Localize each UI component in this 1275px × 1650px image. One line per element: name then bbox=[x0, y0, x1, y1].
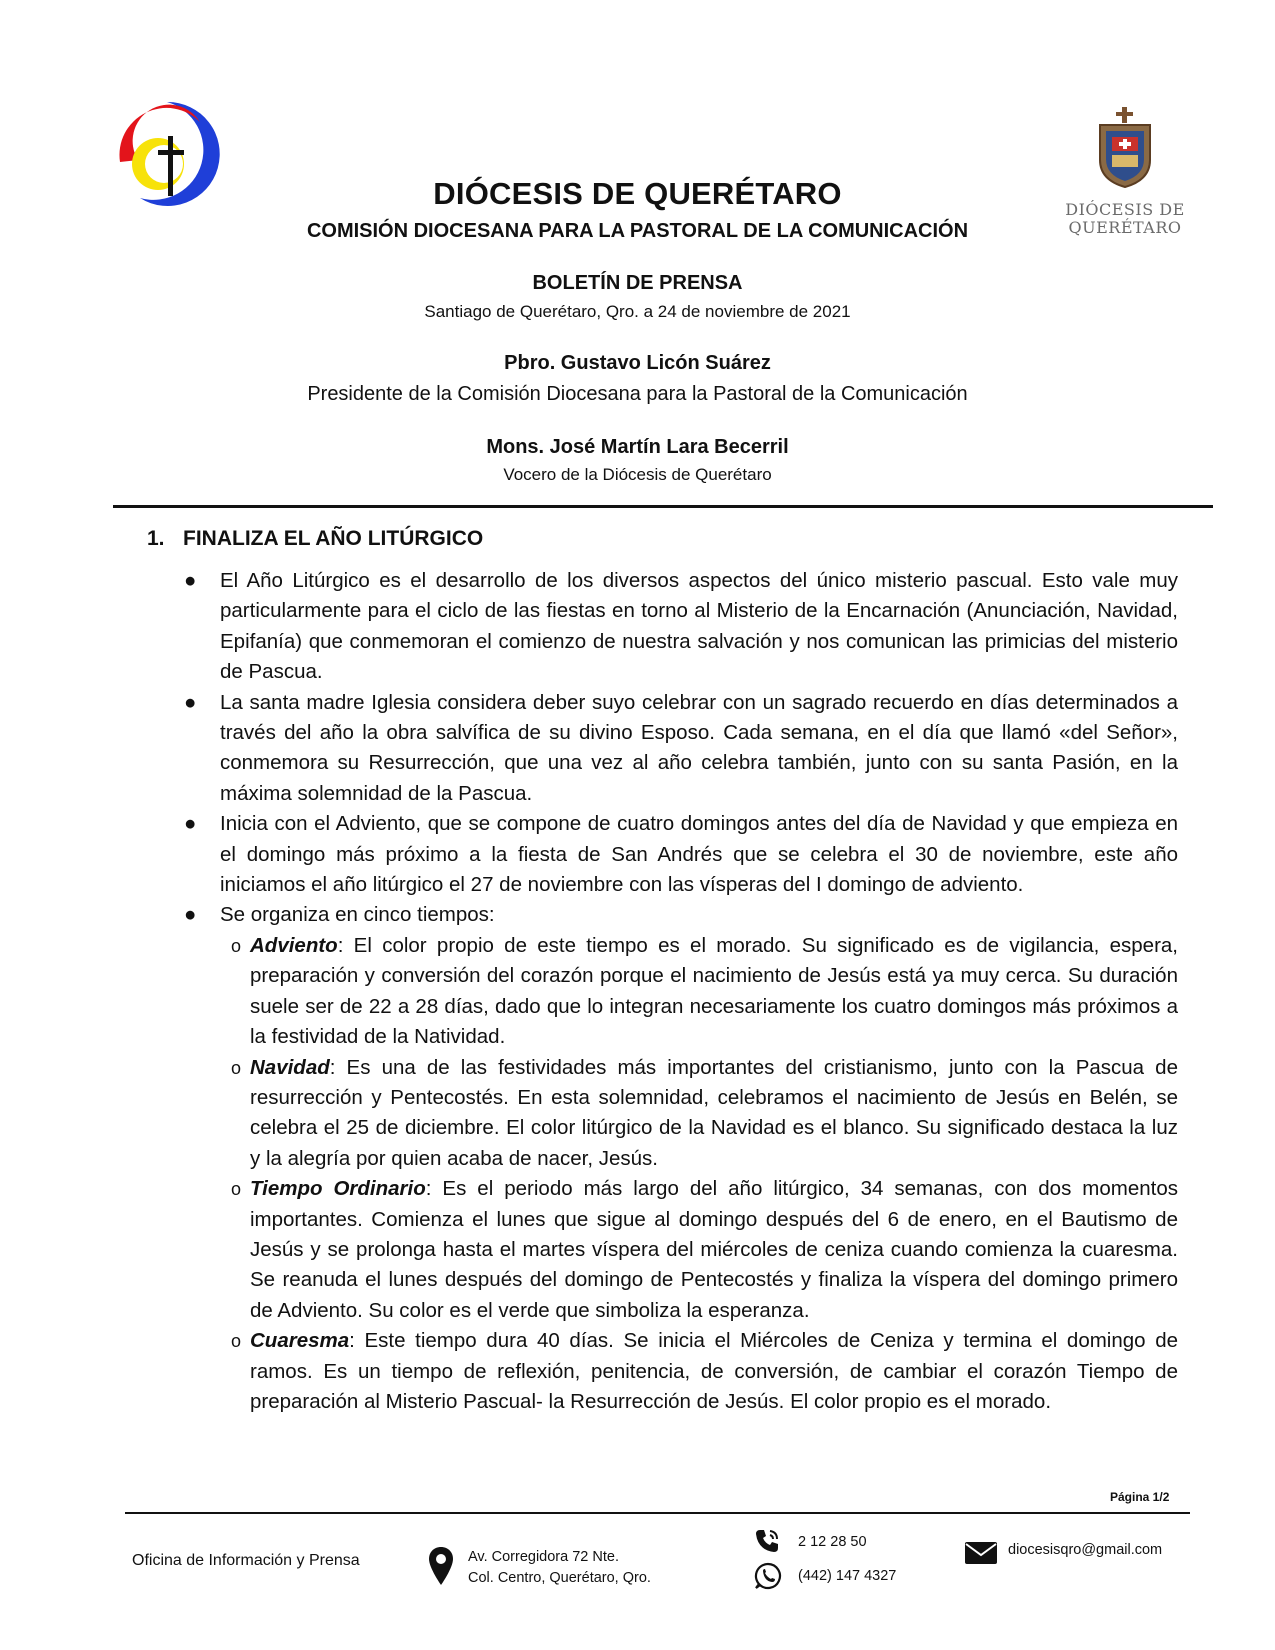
bullet-item bbox=[178, 900, 1178, 930]
address-line2: Col. Centro, Querétaro, Qro. bbox=[468, 1570, 651, 1586]
footer-address bbox=[468, 1547, 651, 1589]
bullet-text: Inicia con el Adviento, que se compone de cuatro domingos antes del día de Navidad y que empieza en el domingo más próximo a la fiesta de San Andrés que se celebra el 30 de noviembre, este año iniciamos el año litúrgico el 27 de noviembre con las vísperas del I domingo de adviento. bbox=[220, 812, 1178, 897]
bullet-dot-icon: ● bbox=[184, 690, 197, 714]
location-pin-icon bbox=[428, 1546, 454, 1586]
circle-bullet-icon: o bbox=[231, 1179, 242, 1200]
bullet-item bbox=[178, 809, 1178, 900]
season-item bbox=[178, 1326, 1178, 1417]
page-number: Página 1/2 bbox=[1110, 1490, 1170, 1504]
person2-name: Mons. José Martín Lara Becerril bbox=[486, 436, 789, 458]
season-item bbox=[178, 1053, 1178, 1175]
season-name: Navidad bbox=[250, 1055, 330, 1079]
circle-bullet-icon: o bbox=[231, 1057, 242, 1078]
header-divider bbox=[113, 505, 1213, 508]
footer-whatsapp: (442) 147 4327 bbox=[798, 1568, 897, 1584]
season-name: Adviento bbox=[250, 933, 338, 957]
bullet-text: El Año Litúrgico es el desarrollo de los diversos aspectos del único misterio pascual. Esto vale muy particularmente para el ciclo de las fiestas en torno al Misterio de la Encarnación (Anunciación, Navidad, Epifanía) que conmemoran el comienzo de nuestra salvación y nos comunican las primicias del misterio de Pascua. bbox=[220, 569, 1178, 684]
person2-role: Vocero de la Diócesis de Querétaro bbox=[503, 465, 772, 484]
season-name: Cuaresma bbox=[250, 1329, 350, 1353]
season-text: : Es el periodo más largo del año litúrgico, 34 semanas, con dos momentos importantes. Comienza el lunes que sigue al domingo después del 6 de enero, en el Bautismo de Jesús y se prolonga hasta el martes víspera del miércoles de ceniza cuando comienza la cuaresma. Se reanuda el lunes después del domingo de Pentecostés y finaliza la víspera del domingo primero de Adviento. Su color es el verde que simboliza la esperanza. bbox=[250, 1177, 1178, 1322]
footer-phone: 2 12 28 50 bbox=[798, 1534, 867, 1550]
season-item bbox=[178, 1174, 1178, 1326]
phone-icon bbox=[754, 1528, 780, 1554]
season-text: : Es una de las festividades más importantes del cristianismo, junto con la Pascua de resurrección y Pentecostés. En esta solemnidad, celebramos el nacimiento de Jesús en Belén, se celebra el 25 de diciembre. El color litúrgico de la Navidad es el blanco. Su significado destaca la luz y la alegría por quien acaba de nacer, Jesús. bbox=[250, 1055, 1178, 1170]
season-text: : El color propio de este tiempo es el morado. Su significado es de vigilancia, espera, preparación y conversión del corazón porque el nacimiento de Jesús está ya muy cerca. Su duración suele ser de 22 a 28 días, dado que lo integran necesariamente los cuatro domingos más próximos a la festividad de la Natividad. bbox=[250, 933, 1178, 1049]
circle-bullet-icon: o bbox=[231, 1331, 242, 1352]
page-title: DIÓCESIS DE QUERÉTARO bbox=[433, 176, 842, 211]
bullet-item bbox=[178, 688, 1178, 810]
season-name: Tiempo Ordinario bbox=[250, 1177, 426, 1201]
seal-text-line1: DIÓCESIS DE bbox=[1065, 200, 1185, 219]
footer-divider bbox=[125, 1512, 1190, 1514]
bullet-dot-icon: ● bbox=[184, 903, 197, 927]
bullet-text: La santa madre Iglesia considera deber suyo celebrar con un sagrado recuerdo en días determinados a través del año la obra salvífica de su divino Esposo. Cada semana, en el día que llamó «del Señor», conmemora su Resurrección, que una vez al año celebra también, junto con su santa Pasión, en la máxima solemnidad de la Pascua. bbox=[220, 690, 1178, 805]
season-item bbox=[178, 931, 1178, 1053]
season-text: : Este tiempo dura 40 días. Se inicia el Miércoles de Ceniza y termina el domingo de ramos. Es un tiempo de reflexión, penitencia, de conversión, de cambiar el corazón Tiempo de preparación al Misterio Pascual- la Resurrección de Jesús. El color propio es el morado. bbox=[250, 1329, 1178, 1413]
bullet-dot-icon: ● bbox=[184, 812, 197, 836]
person1-role: Presidente de la Comisión Diocesana para la Pastoral de la Comunicación bbox=[307, 383, 968, 405]
seal-text-line2: QUERÉTARO bbox=[1068, 218, 1182, 237]
section-heading bbox=[147, 527, 483, 551]
bullet-dot-icon: ● bbox=[184, 569, 197, 592]
page-subtitle: COMISIÓN DIOCESANA PARA LA PASTORAL DE LA COMUNICACIÓN bbox=[306, 220, 969, 242]
bulletin-heading: BOLETÍN DE PRENSA bbox=[532, 272, 743, 294]
footer-office: Oficina de Información y Prensa bbox=[132, 1552, 360, 1569]
bullet-text: Se organiza en cinco tiempos: bbox=[220, 903, 495, 927]
date-line: Santiago de Querétaro, Qro. a 24 de noviembre de 2021 bbox=[424, 302, 851, 321]
section-body bbox=[178, 566, 1178, 1417]
section-number: 1. bbox=[147, 527, 165, 550]
circle-bullet-icon: o bbox=[231, 935, 242, 956]
person1-name: Pbro. Gustavo Licón Suárez bbox=[504, 352, 771, 374]
footer-email[interactable]: diocesisqro@gmail.com bbox=[1008, 1542, 1163, 1558]
bullet-item bbox=[178, 566, 1178, 688]
whatsapp-icon bbox=[754, 1562, 782, 1590]
diocese-seal-icon bbox=[1060, 105, 1190, 235]
section-title: FINALIZA EL AÑO LITÚRGICO bbox=[183, 527, 484, 550]
mail-icon bbox=[964, 1540, 998, 1566]
address-line1: Av. Corregidora 72 Nte. bbox=[468, 1549, 619, 1565]
